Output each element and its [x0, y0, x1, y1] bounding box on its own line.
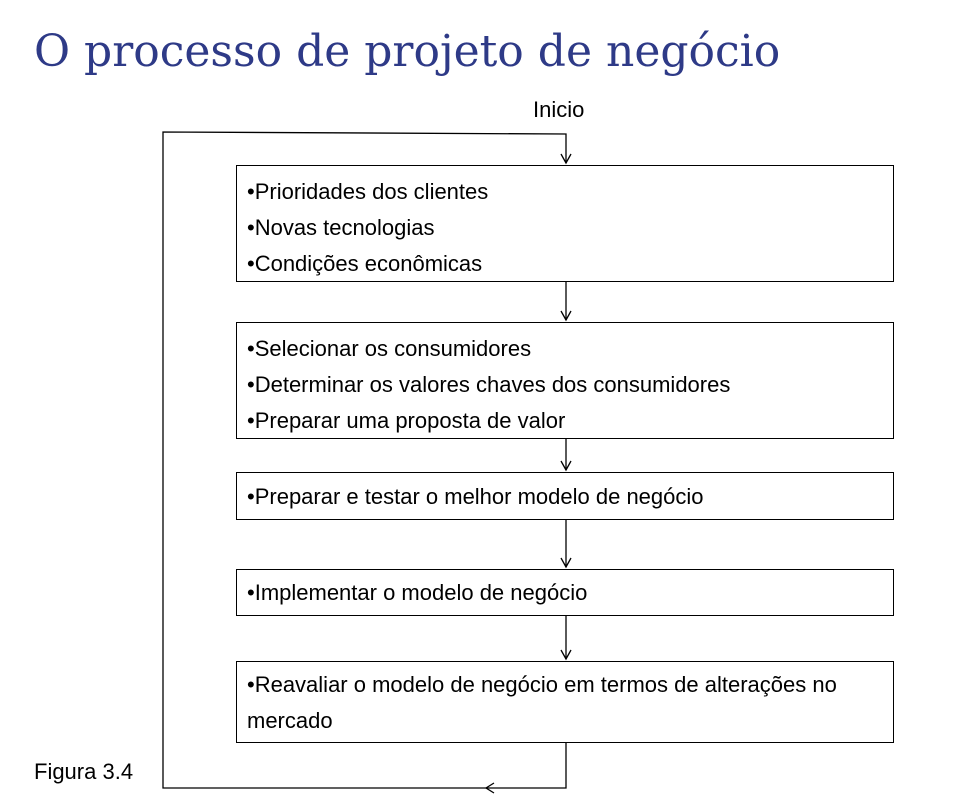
step-box-2 — [236, 322, 894, 439]
step-3-item: •Preparar e testar o melhor modelo de negócio — [247, 484, 704, 509]
step-box-4 — [236, 569, 894, 616]
step-1-item: •Novas tecnologias — [247, 215, 435, 240]
step-4-item: •Implementar o modelo de negócio — [247, 580, 588, 605]
step-1-item: •Condições econômicas — [247, 251, 483, 276]
step-2-item: •Preparar uma proposta de valor — [247, 408, 566, 433]
step-5-item: •Reavaliar o modelo de negócio em termos de alterações no mercado — [247, 672, 837, 733]
step-box-5 — [236, 661, 894, 743]
step-2-item: •Selecionar os consumidores — [247, 336, 532, 361]
step-2-item: •Determinar os valores chaves dos consumidores — [247, 372, 731, 397]
start-label: Inicio — [533, 97, 585, 122]
step-box-1 — [236, 165, 894, 282]
diagram-title: O processo de projeto de negócio — [34, 26, 781, 77]
figure-caption: Figura 3.4 — [34, 759, 134, 784]
step-box-3 — [236, 472, 894, 520]
step-1-item: •Prioridades dos clientes — [247, 179, 489, 204]
